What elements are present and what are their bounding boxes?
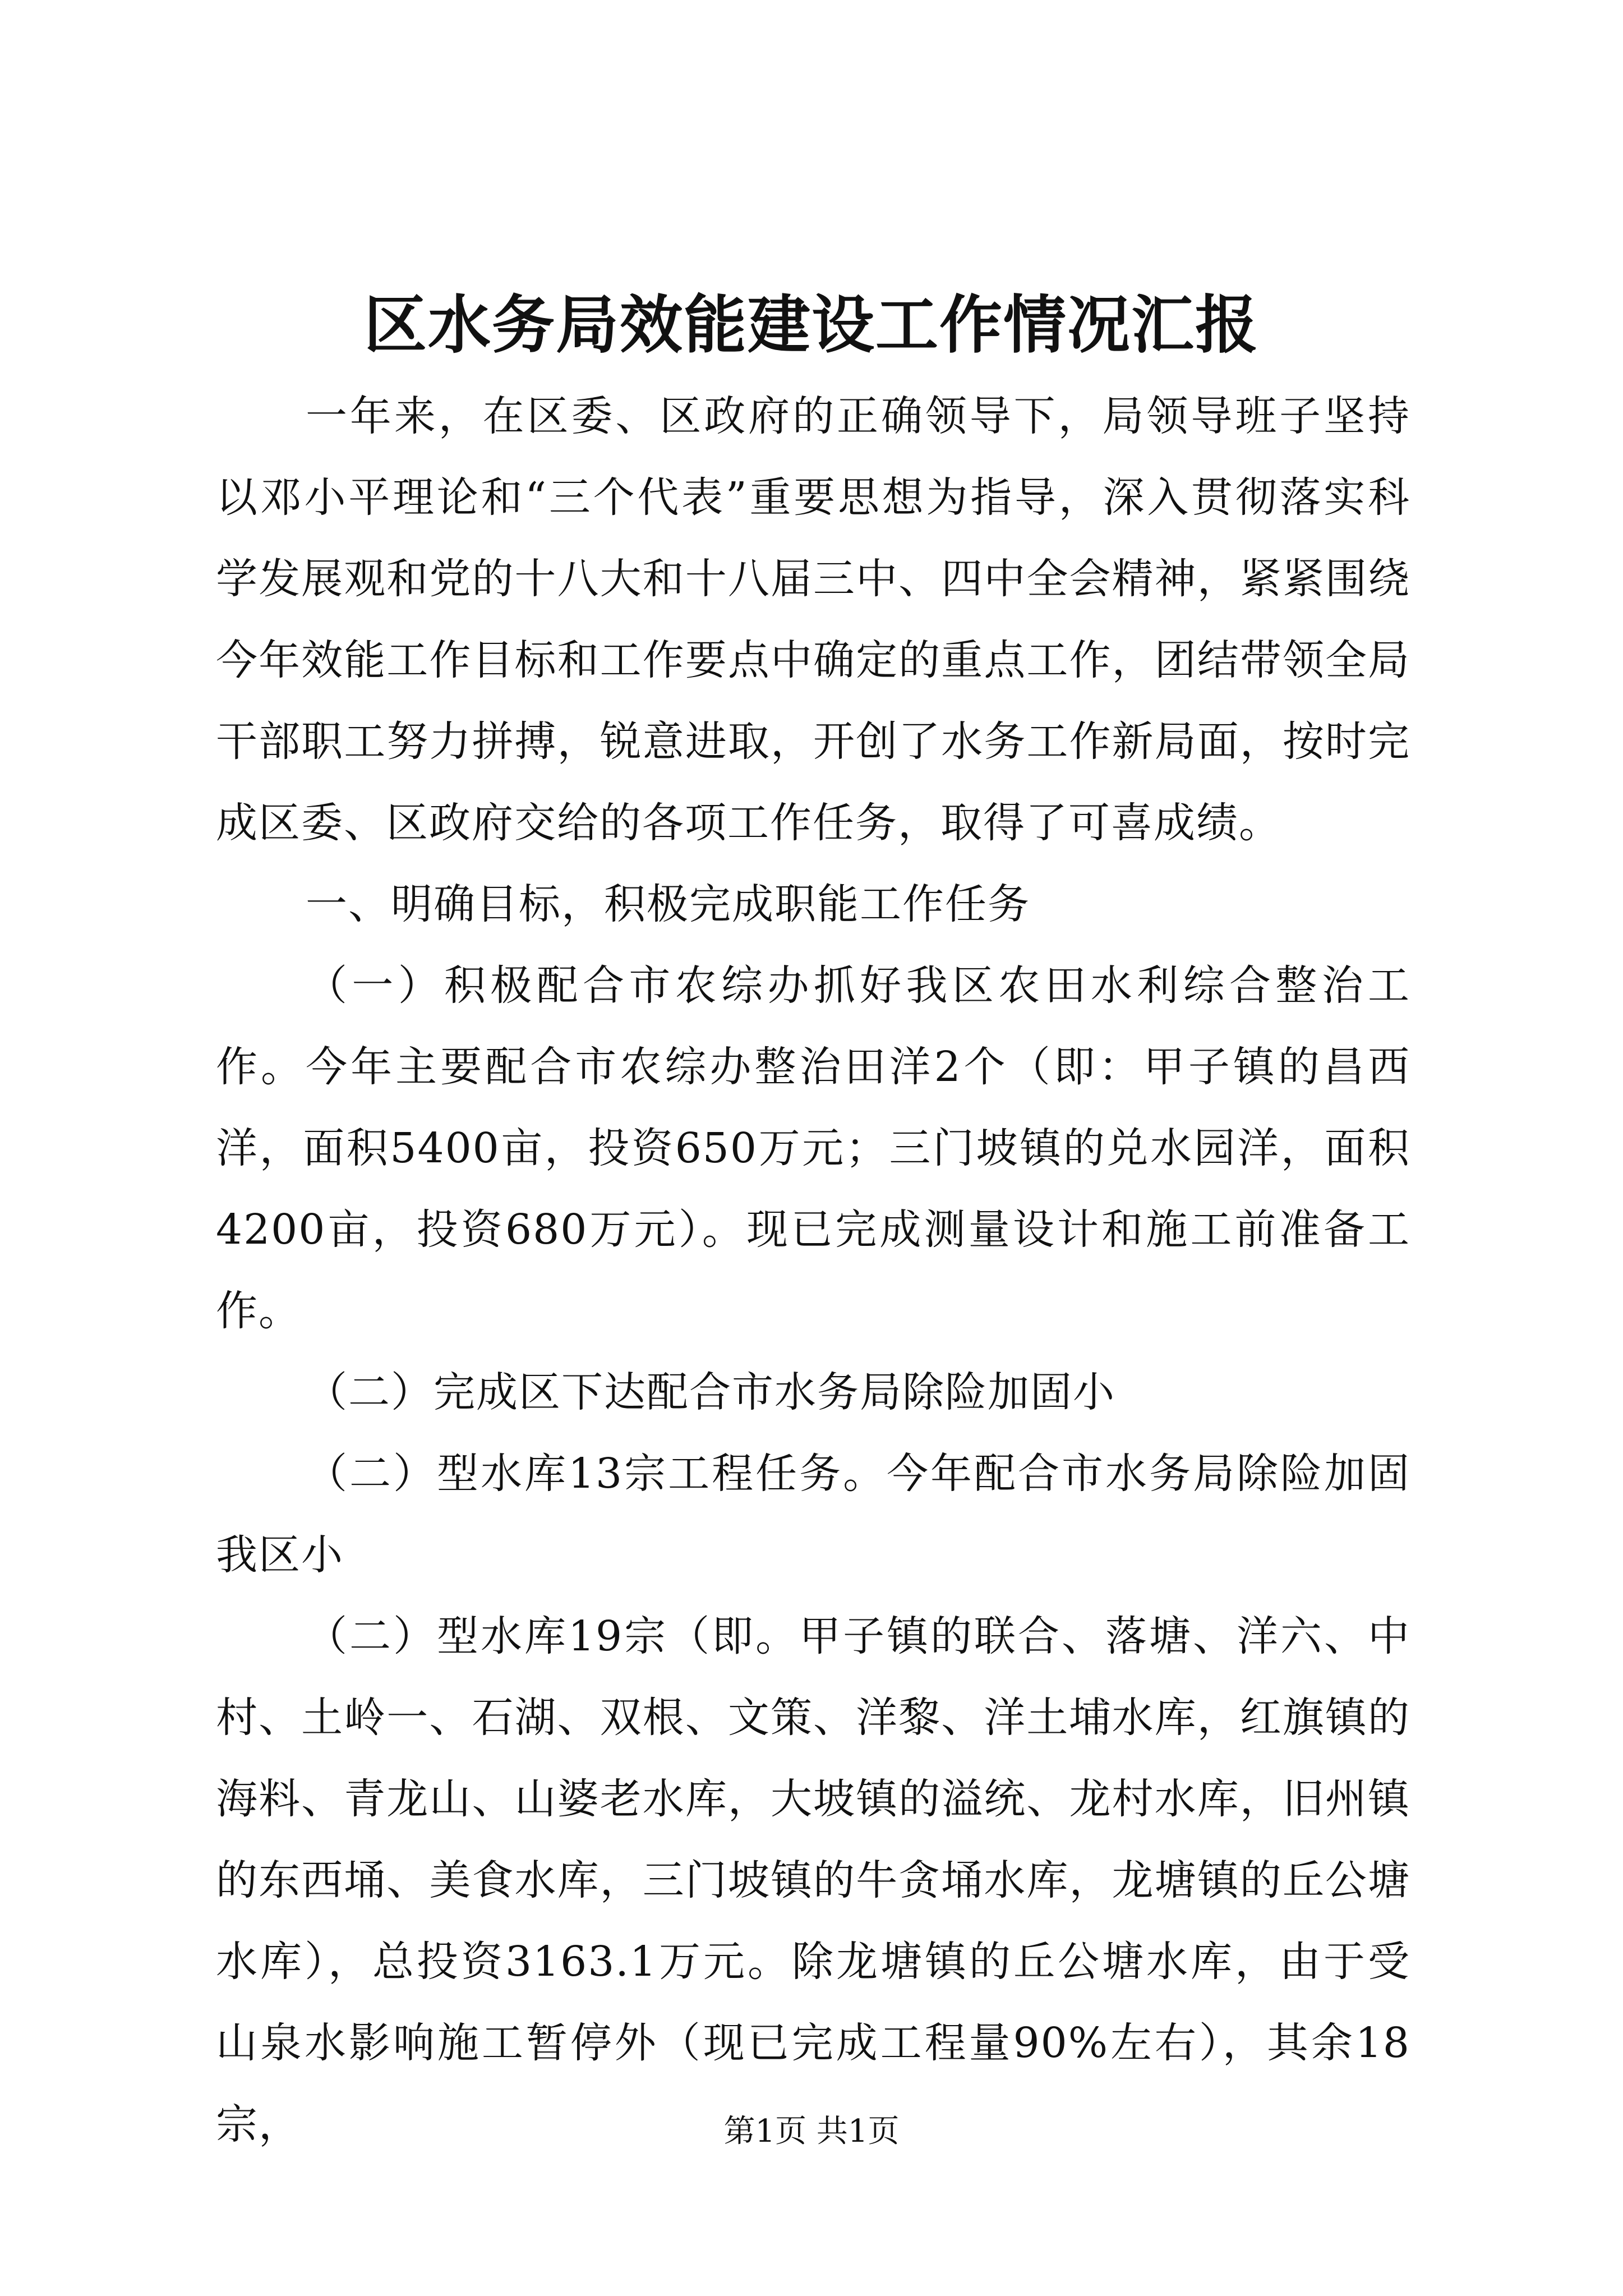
paragraph-intro: 一年来，在区委、区政府的正确领导下，局领导班子坚持以邓小平理论和“三个代表”重要思想为指导，深入贯彻落实科学发展观和党的十八大和十八届三中、四中全会精神，紧紧围绕今年效能工作目标和工作要点中确定的重点工作，团结带领全局干部职工努力拼搏，锐意进取，开创了水务工作新局面，按时完成区委、区政府交给的各项工作任务，取得了可喜成绩。 (216, 392, 1410, 847)
paragraph-item-1: （一）积极配合市农综办抓好我区农田水利综合整治工作。今年主要配合市农综办整治田洋2个（即：甲子镇的昌西洋，面积5400亩，投资650万元；三门坡镇的兑水园洋，面积4200亩，投资680万元）。现已完成测量设计和施工前准备工作。 (216, 961, 1410, 1335)
document-body (216, 376, 1410, 2165)
paragraph-item-2-detail: （二）型水库19宗（即。甲子镇的联合、落塘、洋六、中村、土岭一、石湖、双根、文策、洋黎、洋土埔水库，红旗镇的海料、青龙山、山婆老水库，大坡镇的溢统、龙村水库，旧州镇的东西埇、美食水库，三门坡镇的牛贪埇水库，龙塘镇的丘公塘水库），总投资3163.1万元。除龙塘镇的丘公塘水库，由于受山泉水影响施工暂停外（现已完成工程量90%左右），其余18宗， (216, 1612, 1410, 2148)
section-heading-1: 一、明确目标，积极完成职能工作任务 (306, 880, 1030, 928)
page-footer: 第1页 共1页 (723, 2113, 900, 2150)
paragraph-item-2-cont: （二）型水库13宗工程任务。今年配合市水务局除险加固我区小 (216, 1450, 1410, 1579)
document-title: 区水务局效能建设工作情况汇报 (364, 288, 1259, 362)
paragraph-item-2: （二）完成区下达配合市水务局除险加固小 (306, 1368, 1115, 1416)
